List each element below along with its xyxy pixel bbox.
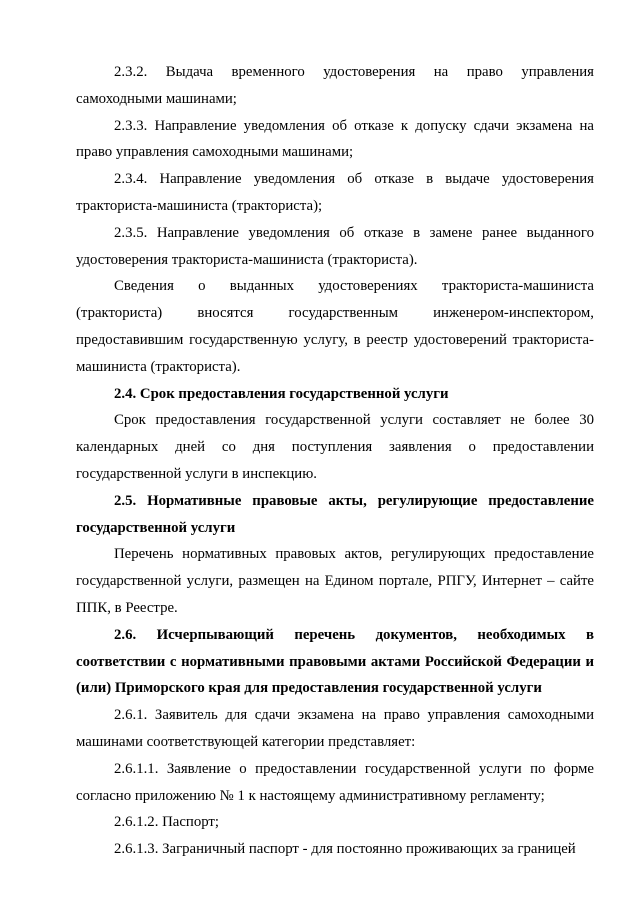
paragraph-2-3-4: 2.3.4. Направление уведомления об отказе в выдаче удостоверения тракториста-машиниста (тракториста); (76, 171, 594, 214)
paragraph-service-term: Срок предоставления государственной услуги составляет не более 30 календарных дней со дня поступления заявления о предоставлении государственной услуги в инспекцию. (76, 412, 594, 482)
section-heading-2-6: 2.6. Исчерпывающий перечень документов, необходимых в соответствии с нормативными правовыми актами Российской Федерации и (или) Приморского края для предоставления государственной услуги (76, 626, 594, 697)
section-heading-2-5: 2.5. Нормативные правовые акты, регулирующие предоставление государственной услуги (76, 492, 594, 536)
paragraph-2-6-1-3: 2.6.1.3. Заграничный паспорт - для постоянно проживающих за границей (114, 841, 576, 858)
section-heading-2-4: 2.4. Срок предоставления государственной услуги (114, 385, 449, 402)
paragraph-registry-info: Сведения о выданных удостоверениях тракториста-машиниста (тракториста) вносятся государственным инженером-инспектором, предоставившим государственную услугу, в реестр удостоверений тракториста-машиниста (тракториста). (76, 278, 594, 375)
paragraph-2-6-1-2: 2.6.1.2. Паспорт; (114, 814, 220, 831)
paragraph-2-3-3: 2.3.3. Направление уведомления об отказе к допуску сдачи экзамена на право управления самоходными машинами; (76, 117, 594, 161)
paragraph-2-3-5: 2.3.5. Направление уведомления об отказе в замене ранее выданного удостоверения тракториста-машиниста (тракториста). (76, 224, 594, 268)
paragraph-2-6-1-1: 2.6.1.1. Заявление о предоставлении государственной услуги по форме согласно приложению № 1 к настоящему административному регламенту; (76, 760, 594, 804)
paragraph-2-3-2: 2.3.2. Выдача временного удостоверения на право управления самоходными машинами; (76, 64, 594, 107)
document-page (76, 59, 594, 863)
paragraph-2-6-1: 2.6.1. Заявитель для сдачи экзамена на право управления самоходными машинами соответствующей категории представляет: (76, 707, 594, 750)
paragraph-legal-acts: Перечень нормативных правовых актов, регулирующих предоставление государственной услуги, размещен на Едином портале, РПГУ, Интернет – сайте ППК, в Реестре. (76, 546, 594, 616)
